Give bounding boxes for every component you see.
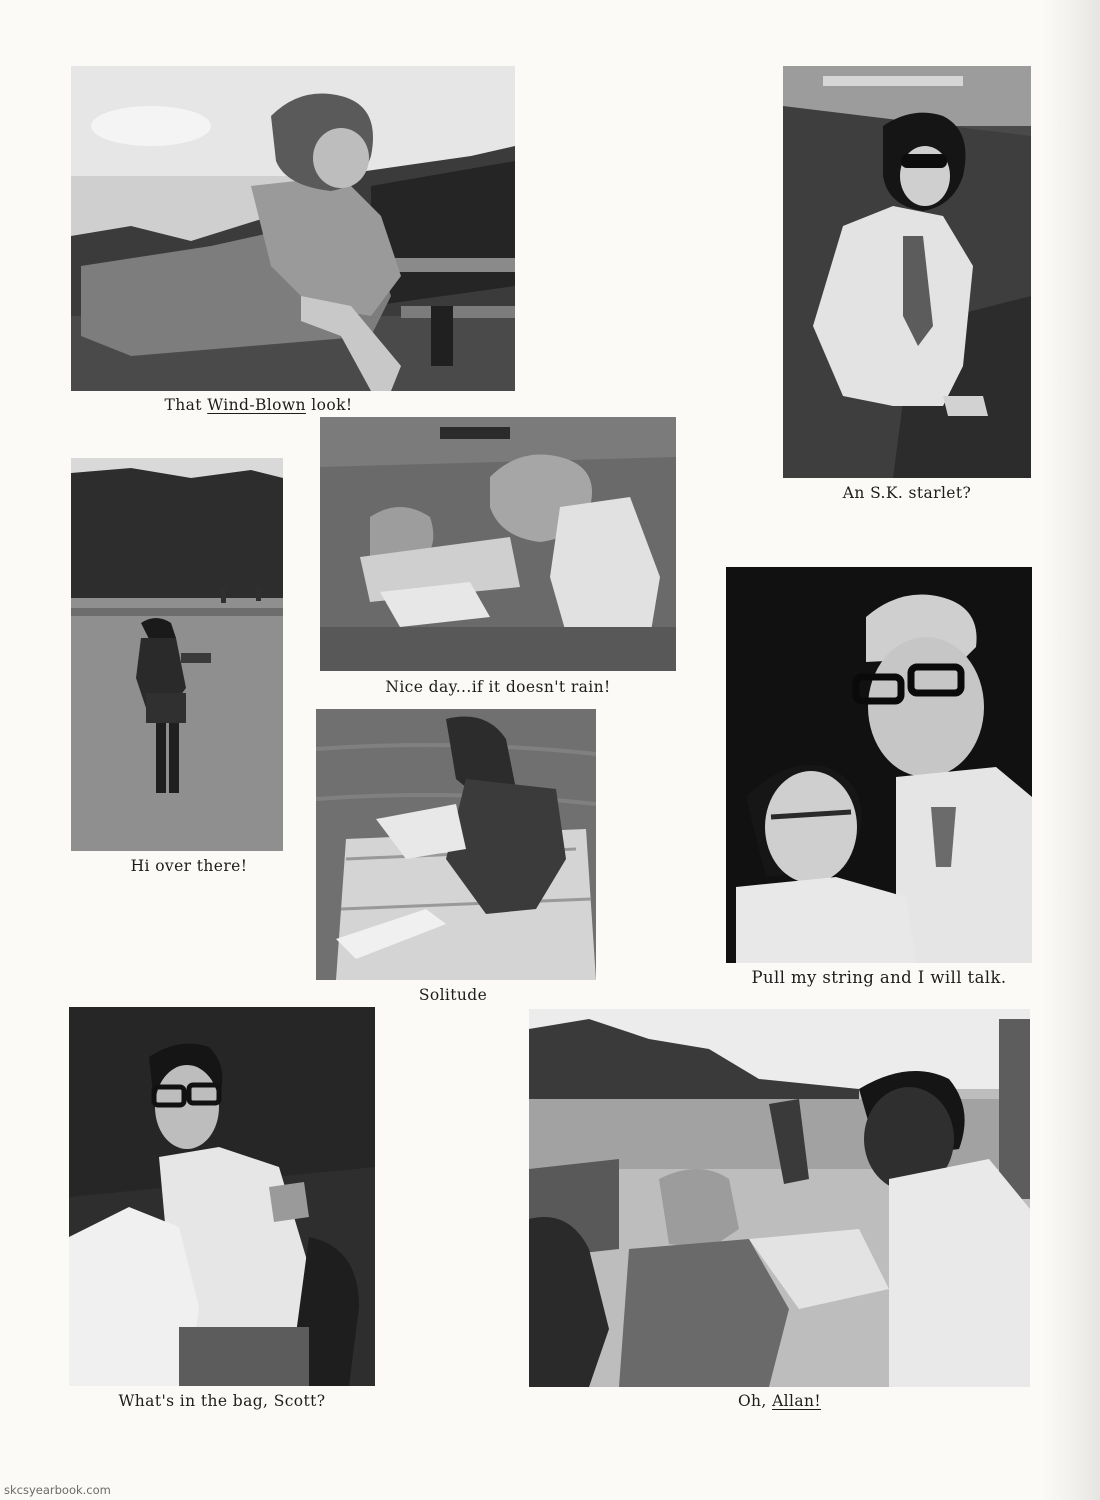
caption-allan xyxy=(529,1392,1030,1410)
footer-site-name: skcsyearbook.com xyxy=(4,1483,111,1497)
caption-allan-before: Oh, xyxy=(737,1392,773,1410)
caption-nice-day: Nice day...if it doesn't rain! xyxy=(385,678,611,696)
caption-starlet: An S.K. starlet? xyxy=(842,484,972,502)
page-binding-shadow xyxy=(1042,0,1100,1500)
caption-wind-blown-after: look! xyxy=(305,396,353,414)
caption-solitude: Solitude xyxy=(418,986,488,1004)
photo-allan xyxy=(529,1009,1030,1387)
caption-bag-scott: What's in the bag, Scott? xyxy=(118,1392,326,1410)
photo-bag-scott xyxy=(69,1007,375,1386)
caption-pull-string: Pull my string and I will talk. xyxy=(751,968,1007,987)
photo-wind-blown xyxy=(71,66,515,391)
photo-pull-string xyxy=(726,567,1032,963)
caption-allan-underlined: Allan! xyxy=(772,1392,822,1410)
caption-wind-blown xyxy=(71,396,446,414)
photo-hi-over-there xyxy=(71,458,283,851)
photo-starlet xyxy=(783,66,1031,478)
photo-solitude xyxy=(316,709,596,980)
caption-wind-blown-before: That xyxy=(164,396,208,414)
caption-hi-over-there: Hi over there! xyxy=(130,857,248,875)
photo-nice-day xyxy=(320,417,676,671)
caption-wind-blown-underlined: Wind-Blown xyxy=(207,396,306,414)
